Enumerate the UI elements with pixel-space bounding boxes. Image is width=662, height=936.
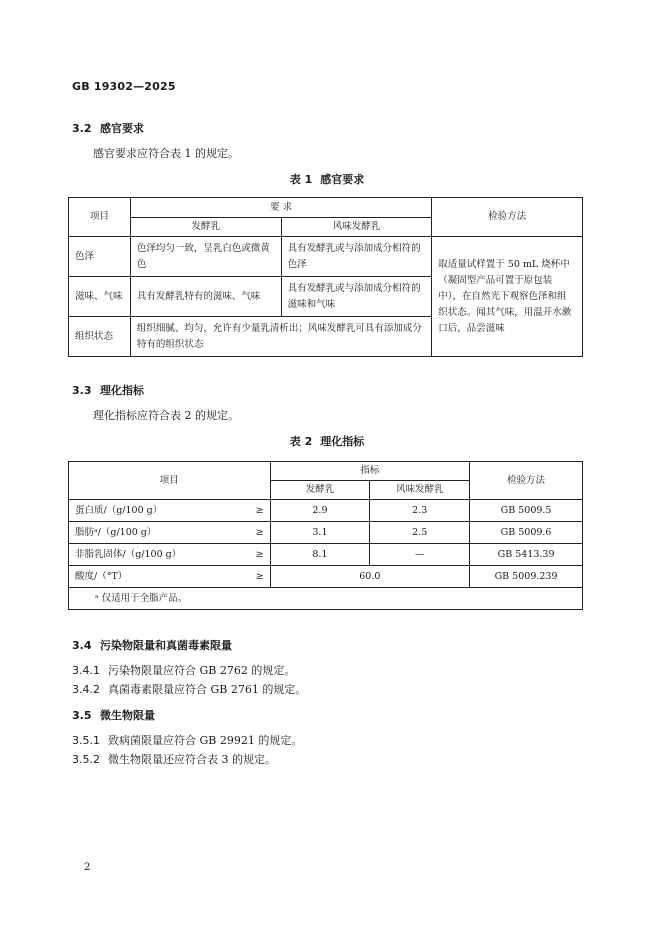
row-item bbox=[69, 500, 271, 522]
row-flavored-value: 具有发酵乳或与添加成分相符的色泽 bbox=[281, 237, 432, 277]
row-merged-value: 60.0 bbox=[270, 566, 470, 588]
section-number: 3.3 bbox=[72, 384, 92, 397]
ge-sign: ≥ bbox=[255, 526, 264, 538]
row-plain-value: 8.1 bbox=[270, 544, 370, 566]
row-flavored-value: 2.3 bbox=[370, 500, 470, 522]
section-title: 微生物限量 bbox=[100, 709, 155, 722]
item-label: 蛋白质/（g/100 g） bbox=[75, 504, 163, 516]
table-label: 表 1 bbox=[289, 173, 313, 186]
section-number: 3.5 bbox=[72, 709, 92, 722]
table-footnote: ᵃ 仅适用于全脂产品。 bbox=[69, 588, 583, 610]
page-number: 2 bbox=[84, 862, 91, 873]
standard-header: GB 19302—2025 bbox=[72, 80, 176, 93]
table-label: 表 2 bbox=[289, 435, 313, 448]
row-item bbox=[69, 566, 271, 588]
section-number: 3.2 bbox=[72, 122, 92, 135]
row-item bbox=[69, 522, 271, 544]
clause-3-4-2 bbox=[72, 681, 306, 697]
row-method: GB 5009.6 bbox=[470, 522, 583, 544]
row-flavored-value: 具有发酵乳或与添加成分相符的滋味和气味 bbox=[281, 277, 432, 317]
row-plain-value: 3.1 bbox=[270, 522, 370, 544]
clause-number: 3.4.2 bbox=[72, 683, 100, 696]
row-flavored-value: 2.5 bbox=[370, 522, 470, 544]
item-label: 非脂乳固体/（g/100 g） bbox=[75, 548, 182, 560]
section-3-4-heading bbox=[72, 637, 232, 653]
header-flavored-yogurt: 风味发酵乳 bbox=[281, 218, 432, 237]
header-item: 项目 bbox=[69, 462, 271, 500]
section-title: 感官要求 bbox=[100, 122, 144, 135]
row-item: 滋味、气味 bbox=[69, 277, 131, 317]
row-item: 色泽 bbox=[69, 237, 131, 277]
header-plain-yogurt: 发酵乳 bbox=[270, 481, 370, 500]
header-item: 项目 bbox=[69, 198, 131, 237]
section-3-2-heading bbox=[72, 120, 144, 136]
row-item bbox=[69, 544, 271, 566]
row-method: GB 5009.5 bbox=[470, 500, 583, 522]
clause-text: 污染物限量应符合 GB 2762 的规定。 bbox=[108, 664, 296, 677]
clause-text: 致病菌限量应符合 GB 29921 的规定。 bbox=[108, 734, 303, 747]
method-cell: 取适量试样置于 50 mL 烧杯中（凝固型产品可置于原包装中），在自然光下观察色泽和组织状态。闻其气味，用温开水漱口后，品尝滋味 bbox=[432, 237, 583, 357]
row-plain-value: 具有发酵乳特有的滋味、气味 bbox=[130, 277, 281, 317]
item-label: 脂肪ᵃ/（g/100 g） bbox=[75, 526, 157, 538]
header-method: 检验方法 bbox=[470, 462, 583, 500]
clause-3-5-1 bbox=[72, 732, 302, 748]
row-flavored-value: — bbox=[370, 544, 470, 566]
clause-number: 3.5.2 bbox=[72, 753, 100, 766]
section-3-2-text: 感官要求应符合表 1 的规定。 bbox=[93, 147, 239, 160]
clause-3-5-2 bbox=[72, 751, 276, 767]
item-label: 酸度/（°T） bbox=[75, 570, 128, 582]
ge-sign: ≥ bbox=[255, 570, 264, 582]
section-3-3-text: 理化指标应符合表 2 的规定。 bbox=[93, 409, 239, 422]
ge-sign: ≥ bbox=[255, 548, 264, 560]
ge-sign: ≥ bbox=[255, 504, 264, 516]
header-method: 检验方法 bbox=[432, 198, 583, 237]
clause-number: 3.5.1 bbox=[72, 734, 100, 747]
header-index: 指标 bbox=[270, 462, 470, 481]
row-plain-value: 色泽均匀一致，呈乳白色或微黄色 bbox=[130, 237, 281, 277]
header-plain-yogurt: 发酵乳 bbox=[130, 218, 281, 237]
header-flavored-yogurt: 风味发酵乳 bbox=[370, 481, 470, 500]
table-name: 理化指标 bbox=[320, 435, 365, 448]
section-3-5-heading bbox=[72, 707, 155, 723]
row-merged-value: 组织细腻、均匀，允许有少量乳清析出；风味发酵乳可具有添加成分特有的组织状态 bbox=[130, 317, 431, 357]
row-method: GB 5009.239 bbox=[470, 566, 583, 588]
row-plain-value: 2.9 bbox=[270, 500, 370, 522]
table-1-sensory bbox=[68, 197, 583, 357]
section-title: 污染物限量和真菌毒素限量 bbox=[100, 639, 232, 652]
header-requirement: 要 求 bbox=[130, 198, 431, 218]
row-item: 组织状态 bbox=[69, 317, 131, 357]
table-2-title bbox=[72, 433, 582, 449]
section-title: 理化指标 bbox=[100, 384, 144, 397]
table-1-title bbox=[72, 171, 582, 187]
clause-3-4-1 bbox=[72, 662, 295, 678]
section-3-3-heading bbox=[72, 382, 144, 398]
table-name: 感官要求 bbox=[320, 173, 365, 186]
clause-text: 真菌毒素限量应符合 GB 2761 的规定。 bbox=[108, 683, 307, 696]
table-2-physicochemical bbox=[68, 461, 583, 610]
row-method: GB 5413.39 bbox=[470, 544, 583, 566]
section-number: 3.4 bbox=[72, 639, 92, 652]
clause-text: 微生物限量还应符合表 3 的规定。 bbox=[108, 753, 276, 766]
clause-number: 3.4.1 bbox=[72, 664, 100, 677]
